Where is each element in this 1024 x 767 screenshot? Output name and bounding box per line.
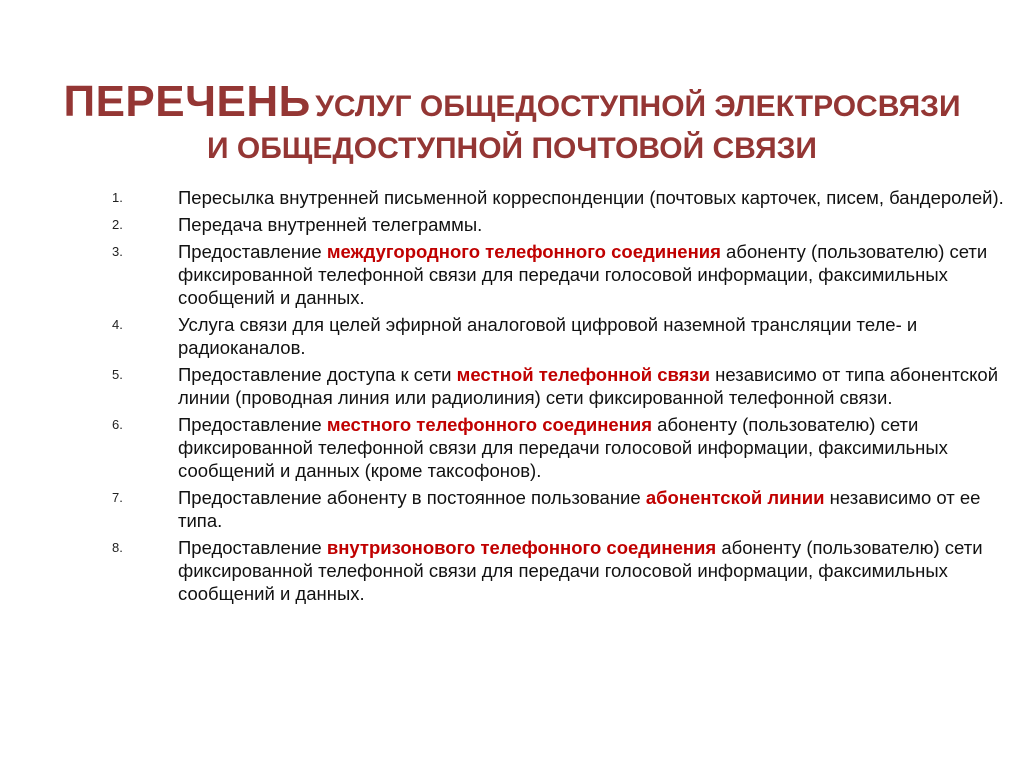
item-text-part: Пересылка внутренней письменной корреспонденции (почтовых карточек, писем, бандеролей).: [178, 187, 1004, 208]
item-text-part: Передача внутренней телеграммы.: [178, 214, 483, 235]
item-number: 3.: [112, 244, 123, 259]
item-highlight: абонентской линии: [645, 487, 825, 508]
services-list: [100, 186, 1010, 609]
item-number: 6.: [112, 417, 123, 432]
item-text-part: Услуга связи для целей эфирной аналоговой цифровой наземной трансляции теле- и радиоканалов.: [178, 314, 918, 358]
item-text: [178, 413, 1010, 482]
item-text-part: Предоставление доступа к сети: [178, 364, 457, 385]
item-text: [178, 240, 1010, 309]
item-text-part: Предоставление абоненту в постоянное пользование: [178, 487, 646, 508]
title-line-1-rest: УСЛУГ ОБЩЕДОСТУПНОЙ ЭЛЕКТРОСВЯЗИ: [315, 90, 961, 123]
item-number: 7.: [112, 490, 123, 505]
item-text-part: абоненту (пользователю) сети фиксированной телефонной связи для передачи голосовой информации, факсимильных сообщений и данных.: [178, 537, 983, 604]
item-text: [178, 486, 1010, 532]
title-word-big: ПЕРЕЧЕНЬ: [63, 77, 311, 126]
slide-title: [0, 78, 1024, 165]
list-item: [100, 213, 1010, 236]
item-text: [178, 536, 1010, 605]
item-highlight: междугородного телефонного соединения: [326, 241, 721, 262]
item-number: 8.: [112, 540, 123, 555]
item-text-part: независимо от ее типа.: [178, 487, 981, 531]
item-highlight: внутризонового телефонного соединения: [326, 537, 717, 558]
list-item: [100, 186, 1010, 209]
item-text-part: абоненту (пользователю) сети фиксированной телефонной связи для передачи голосовой информации, факсимильных сообщений и данных (кроме таксофонов).: [178, 414, 948, 481]
item-text: [178, 313, 1010, 359]
list-item: [100, 486, 1010, 532]
list-item: [100, 240, 1010, 309]
list-item: [100, 313, 1010, 359]
list-item: [100, 363, 1010, 409]
item-text: [178, 363, 1010, 409]
item-text: [178, 186, 1010, 209]
title-line-1: [0, 78, 1024, 126]
item-number: 5.: [112, 367, 123, 382]
item-text-part: Предоставление: [178, 414, 327, 435]
item-number: 4.: [112, 317, 123, 332]
item-text-part: Предоставление: [178, 241, 327, 262]
item-text-part: Предоставление: [178, 537, 327, 558]
item-number: 2.: [112, 217, 123, 232]
item-highlight: местного телефонного соединения: [326, 414, 653, 435]
item-text: [178, 213, 1010, 236]
item-highlight: местной телефонной связи: [456, 364, 711, 385]
item-number: 1.: [112, 190, 123, 205]
item-text-part: абоненту (пользователю) сети фиксированной телефонной связи для передачи голосовой информации, факсимильных сообщений и данных.: [178, 241, 988, 308]
title-line-2: И ОБЩЕДОСТУПНОЙ ПОЧТОВОЙ СВЯЗИ: [207, 132, 817, 166]
item-text-part: независимо от типа абонентской линии (проводная линия или радиолиния) сети фиксированной телефонной связи.: [178, 364, 999, 408]
list-item: [100, 413, 1010, 482]
list-item: [100, 536, 1010, 605]
